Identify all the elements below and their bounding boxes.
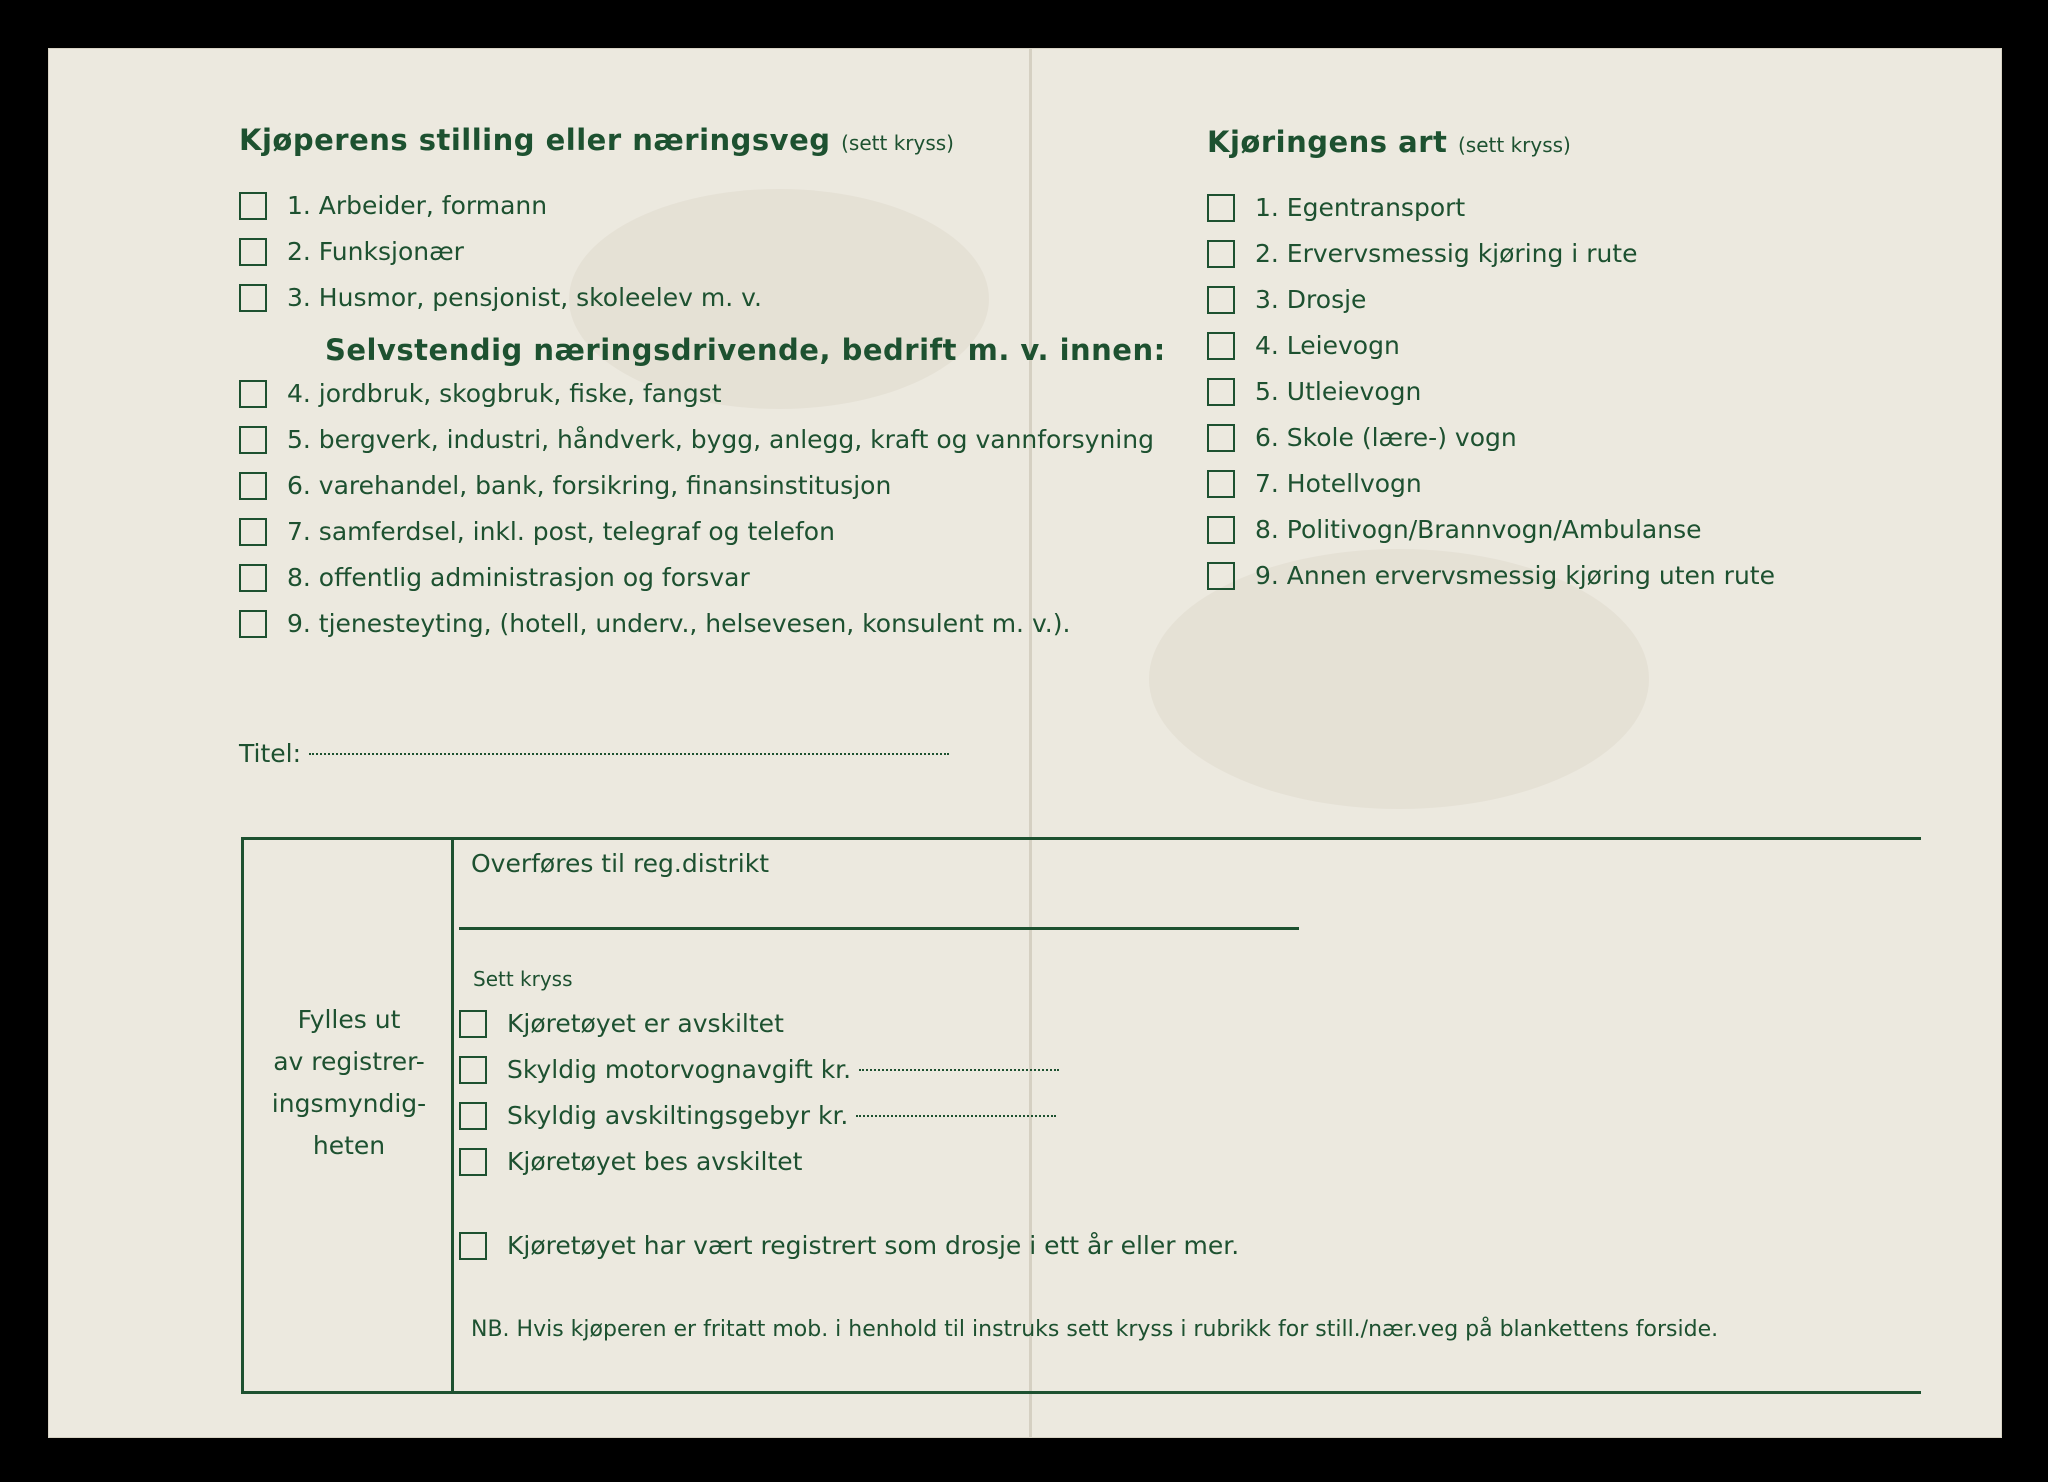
- heading-note: (sett kryss): [841, 131, 954, 155]
- form-sheet: [48, 48, 2002, 1438]
- heading-note: (sett kryss): [1458, 133, 1571, 157]
- side-label-line: Fylles ut: [297, 1005, 401, 1034]
- option-label: 2. Funksjonær: [287, 237, 464, 266]
- self-employed-subheading: Selvstendig næringsdrivende, bedrift m. v. innen:: [325, 333, 1166, 367]
- option-label: 5. Utleievogn: [1255, 377, 1422, 406]
- occupation-option-7[interactable]: [239, 517, 835, 546]
- checkbox[interactable]: [239, 238, 267, 266]
- driving-option-8[interactable]: [1207, 515, 1702, 544]
- check-request-deregistration[interactable]: [459, 1147, 802, 1176]
- checkbox[interactable]: [1207, 516, 1235, 544]
- driving-option-9[interactable]: [1207, 561, 1775, 590]
- occupation-option-5[interactable]: [239, 425, 1154, 454]
- option-label: Kjøretøyet er avskiltet: [507, 1009, 784, 1038]
- checkbox[interactable]: [239, 426, 267, 454]
- checkbox[interactable]: [459, 1232, 487, 1260]
- option-label: 7. samferdsel, inkl. post, telegraf og telefon: [287, 517, 835, 546]
- driving-option-1[interactable]: [1207, 193, 1465, 222]
- occupation-option-6[interactable]: [239, 471, 891, 500]
- side-label-line: heten: [312, 1131, 386, 1160]
- option-label: 4. Leievogn: [1255, 331, 1400, 360]
- check-deregistration-fee-owed[interactable]: [459, 1101, 1056, 1130]
- occupation-option-1[interactable]: [239, 191, 547, 220]
- checkbox[interactable]: [1207, 378, 1235, 406]
- driving-option-5[interactable]: [1207, 377, 1421, 406]
- option-label: Kjøretøyet har vært registrert som drosje i ett år eller mer.: [507, 1231, 1240, 1260]
- side-label-line: av registrer-: [273, 1047, 425, 1076]
- checkbox[interactable]: [1207, 562, 1235, 590]
- driving-option-4[interactable]: [1207, 331, 1400, 360]
- option-label: 2. Ervervsmessig kjøring i rute: [1255, 239, 1638, 268]
- option-label: 3. Drosje: [1255, 285, 1367, 314]
- transfer-district-label: Overføres til reg.distrikt: [471, 849, 770, 878]
- box-divider: [451, 837, 454, 1394]
- option-label: 8. offentlig administrasjon og forsvar: [287, 563, 750, 592]
- occupation-option-2[interactable]: [239, 237, 464, 266]
- option-label: Skyldig motorvognavgift kr.: [507, 1055, 852, 1084]
- title-label: Titel:: [239, 739, 301, 768]
- checkbox[interactable]: [239, 610, 267, 638]
- side-label-line: ingsmyndig-: [271, 1089, 427, 1118]
- title-field[interactable]: [239, 739, 949, 768]
- option-label: 9. Annen ervervsmessig kjøring uten rute: [1255, 561, 1775, 590]
- heading-text: Kjøperens stilling eller næringsveg: [239, 123, 831, 157]
- driving-option-6[interactable]: [1207, 423, 1517, 452]
- driving-option-2[interactable]: [1207, 239, 1638, 268]
- checkbox[interactable]: [1207, 194, 1235, 222]
- checkbox[interactable]: [459, 1148, 487, 1176]
- option-label: 9. tjenesteyting, (hotell, underv., helsevesen, konsulent m. v.).: [287, 609, 1071, 638]
- checkbox[interactable]: [239, 380, 267, 408]
- buyer-occupation-heading: [239, 123, 954, 157]
- box-left-rule: [241, 837, 244, 1394]
- transfer-district-line[interactable]: [459, 927, 1299, 930]
- fold-line: [1029, 49, 1032, 1437]
- heading-text: Kjøringens art: [1207, 125, 1448, 159]
- box-bottom-rule: [241, 1391, 1921, 1394]
- check-vehicle-tax-owed[interactable]: [459, 1055, 1059, 1084]
- checkbox[interactable]: [239, 564, 267, 592]
- occupation-option-8[interactable]: [239, 563, 750, 592]
- box-top-rule: [241, 837, 1921, 840]
- option-label: Kjøretøyet bes avskiltet: [507, 1147, 803, 1176]
- driving-option-7[interactable]: [1207, 469, 1422, 498]
- occupation-option-3[interactable]: [239, 283, 762, 312]
- option-label: 1. Arbeider, formann: [287, 191, 548, 220]
- checkbox[interactable]: [459, 1056, 487, 1084]
- set-cross-label: Sett kryss: [473, 967, 573, 991]
- amount-dotted-line[interactable]: [856, 1115, 1056, 1117]
- nb-note: NB. Hvis kjøperen er fritatt mob. i henhold til instruks sett kryss i rubrikk for still./nær.veg på blankettens forside.: [471, 1317, 1719, 1342]
- occupation-option-9[interactable]: [239, 609, 1070, 638]
- check-deregistered[interactable]: [459, 1009, 784, 1038]
- checkbox[interactable]: [239, 192, 267, 220]
- option-label: Skyldig avskiltingsgebyr kr.: [507, 1101, 849, 1130]
- check-registered-as-taxi[interactable]: [459, 1231, 1239, 1260]
- checkbox[interactable]: [239, 472, 267, 500]
- title-dotted-line[interactable]: [309, 753, 949, 755]
- occupation-option-4[interactable]: [239, 379, 722, 408]
- checkbox[interactable]: [1207, 286, 1235, 314]
- checkbox[interactable]: [459, 1102, 487, 1130]
- option-label: 3. Husmor, pensjonist, skoleelev m. v.: [287, 283, 762, 312]
- amount-dotted-line[interactable]: [859, 1069, 1059, 1071]
- checkbox[interactable]: [239, 284, 267, 312]
- option-label: 5. bergverk, industri, håndverk, bygg, anlegg, kraft og vannforsyning: [287, 425, 1154, 454]
- checkbox[interactable]: [1207, 332, 1235, 360]
- checkbox[interactable]: [1207, 470, 1235, 498]
- checkbox[interactable]: [239, 518, 267, 546]
- option-label: 6. varehandel, bank, forsikring, finansinstitusjon: [287, 471, 892, 500]
- registration-authority-note: [249, 999, 449, 1167]
- checkbox[interactable]: [459, 1010, 487, 1038]
- checkbox[interactable]: [1207, 240, 1235, 268]
- option-label: 4. jordbruk, skogbruk, fiske, fangst: [287, 379, 722, 408]
- driving-type-heading: [1207, 125, 1571, 159]
- option-label: 1. Egentransport: [1255, 193, 1466, 222]
- option-label: 8. Politivogn/Brannvogn/Ambulanse: [1255, 515, 1702, 544]
- checkbox[interactable]: [1207, 424, 1235, 452]
- driving-option-3[interactable]: [1207, 285, 1366, 314]
- option-label: 6. Skole (lære-) vogn: [1255, 423, 1517, 452]
- option-label: 7. Hotellvogn: [1255, 469, 1422, 498]
